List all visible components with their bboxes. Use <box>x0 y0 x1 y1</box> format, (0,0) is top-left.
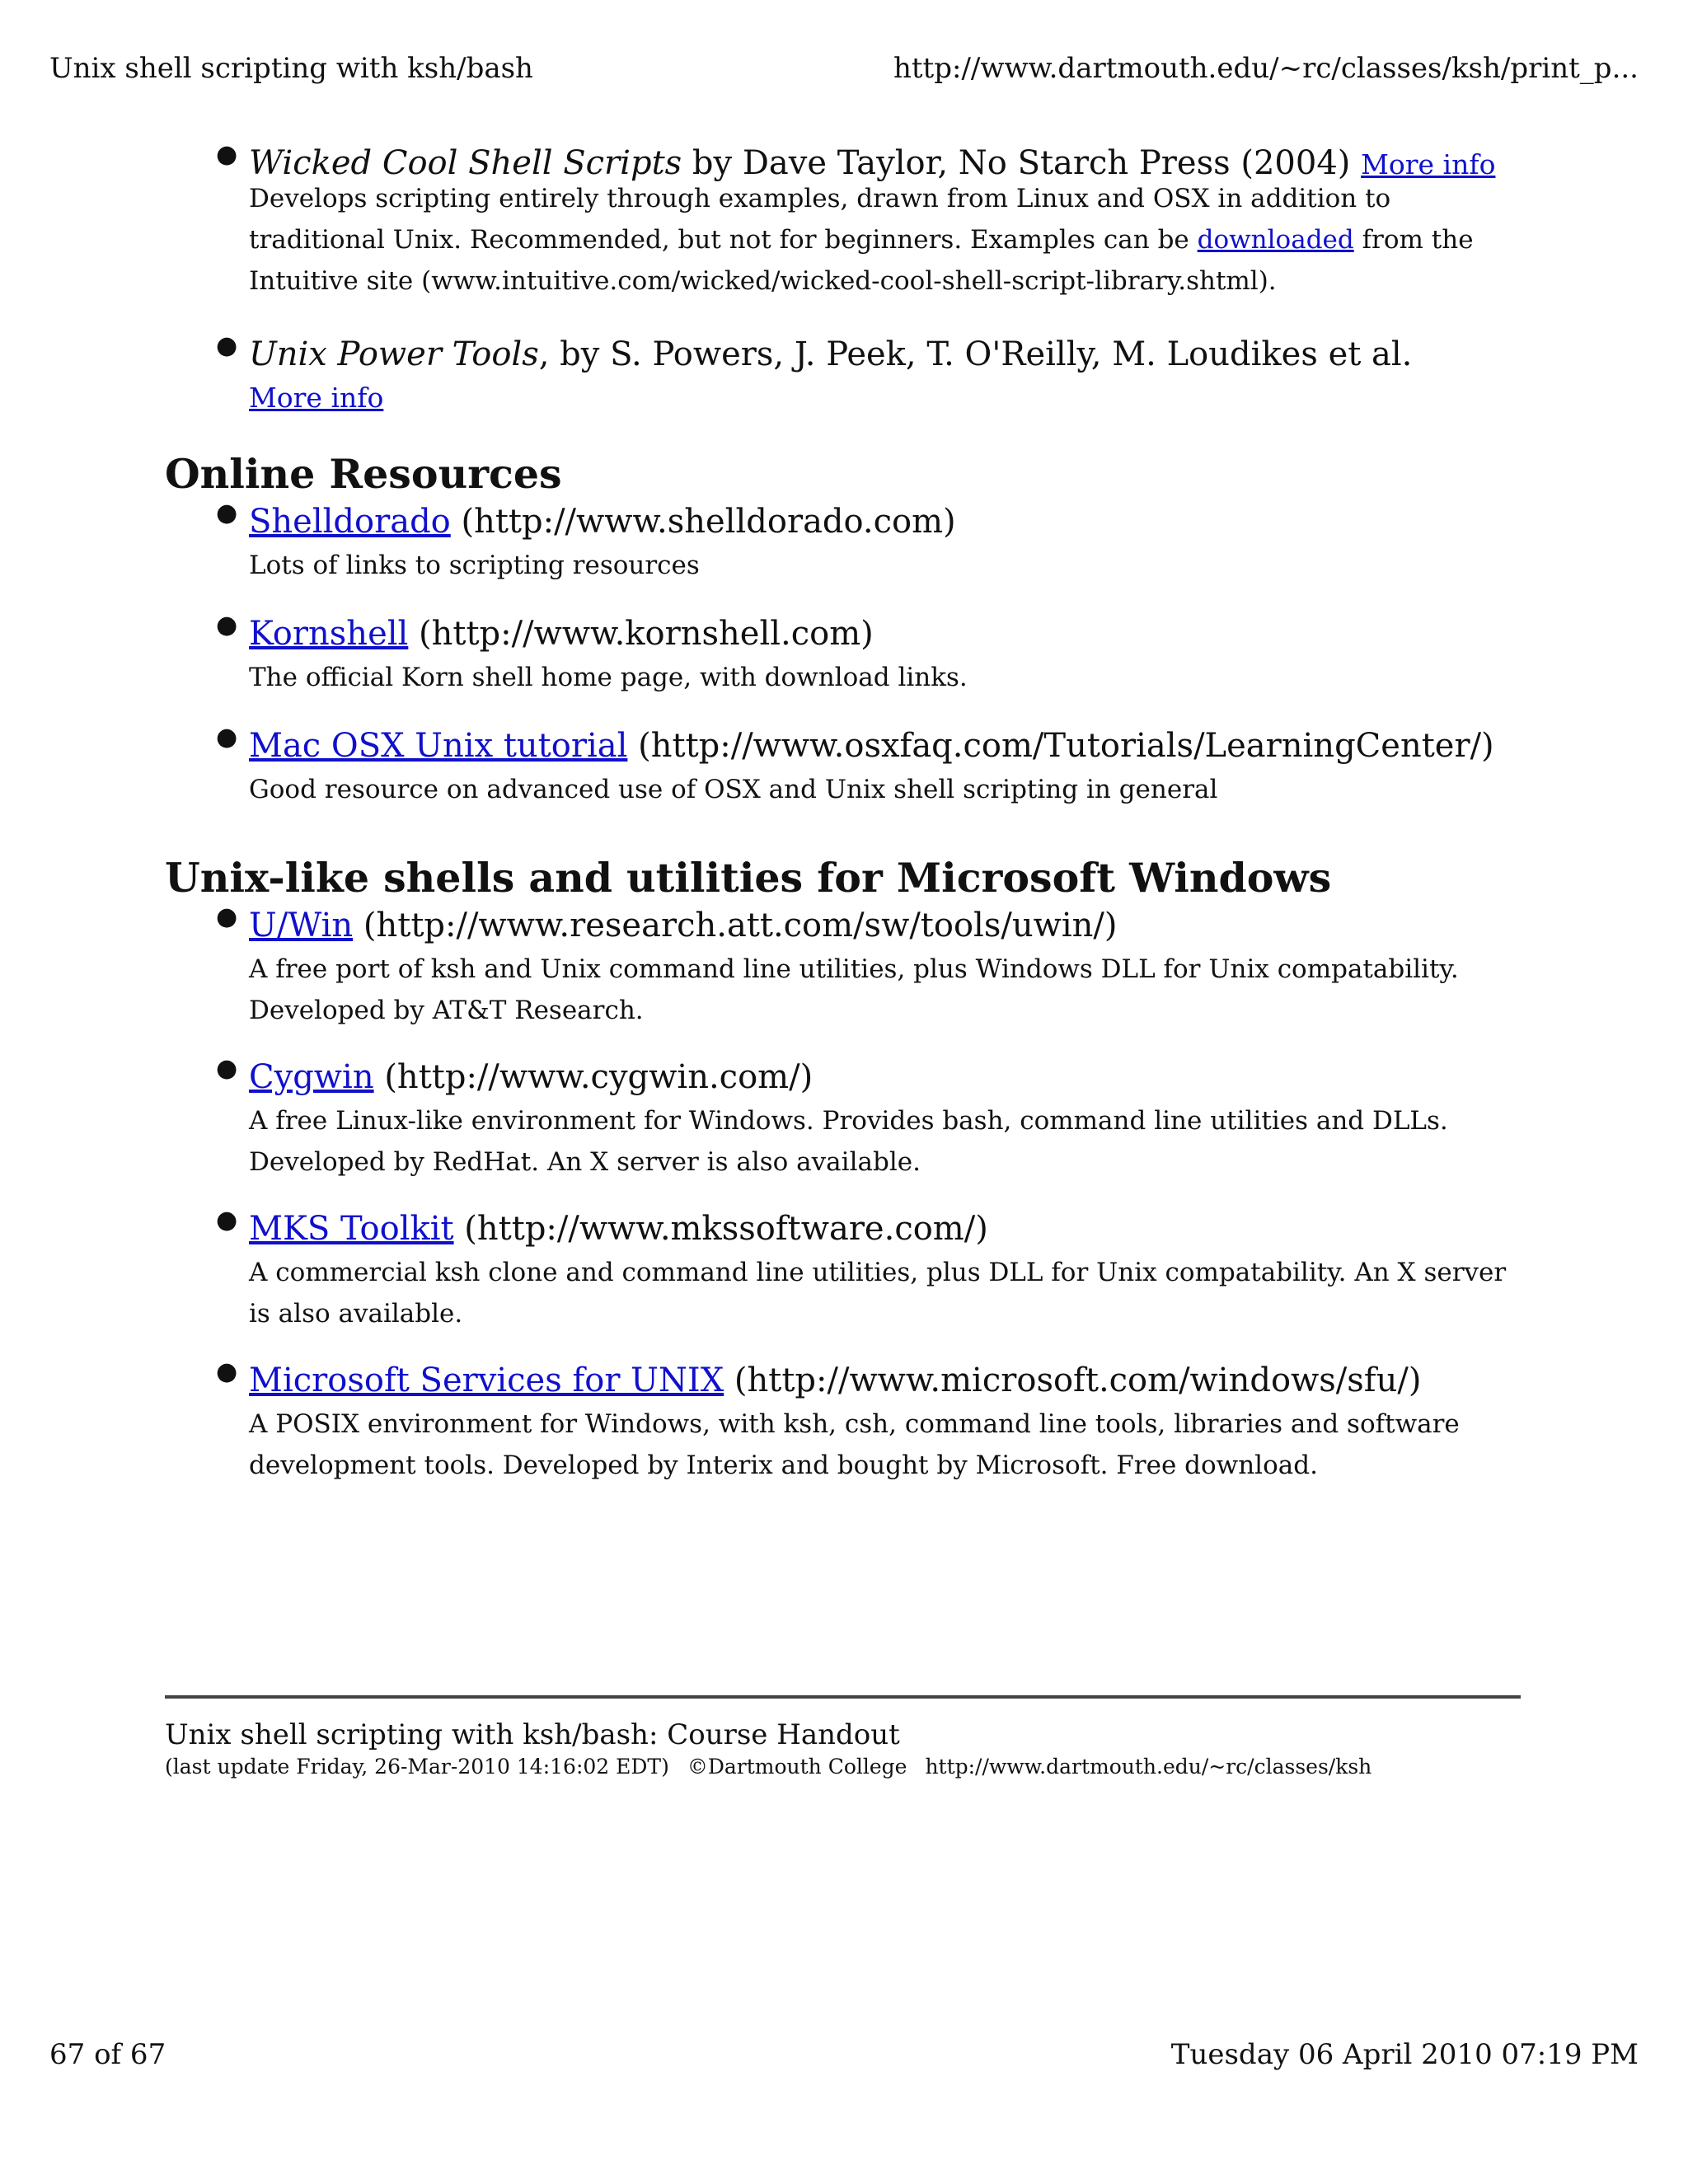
book-byline: , by S. Powers, J. Peek, T. O'Reilly, M. Loudikes et al. <box>538 335 1413 373</box>
resource-entry <box>249 1054 1525 1100</box>
mac-osx-tutorial-link[interactable]: Mac OSX Unix tutorial <box>249 727 628 765</box>
list-item-book-wicked-cool <box>165 140 1525 302</box>
downloaded-link[interactable]: downloaded <box>1197 225 1354 255</box>
bullet-icon: ● <box>216 1206 238 1235</box>
book-list <box>165 140 1525 419</box>
microsoft-sfu-link[interactable]: Microsoft Services for UNIX <box>249 1361 724 1399</box>
mks-toolkit-link[interactable]: MKS Toolkit <box>249 1210 454 1248</box>
section-heading-online-resources: Online Resources <box>165 450 562 498</box>
resource-url: (http://www.cygwin.com/) <box>373 1058 814 1096</box>
book-description-tail: from the Intuitive site (www.intuitive.com/wicked/wicked-cool-shell-script-library.shtml). <box>249 225 1474 296</box>
list-item-cygwin <box>165 1054 1525 1183</box>
resource-url: (http://www.shelldorado.com) <box>450 503 956 541</box>
book-title: Wicked Cool Shell Scripts <box>249 144 682 182</box>
main-content <box>165 140 1525 1486</box>
kornshell-link[interactable]: Kornshell <box>249 615 409 653</box>
list-item-mks-toolkit <box>165 1206 1525 1334</box>
online-resources-list <box>165 499 1525 810</box>
resource-description: A free port of ksh and Unix command line utilities, plus Windows DLL for Unix compatability. Developed by AT&T Research. <box>249 954 1459 1025</box>
bullet-icon: ● <box>216 140 238 169</box>
resource-description: Good resource on advanced use of OSX and Unix shell scripting in general <box>249 775 1218 804</box>
resource-url: (http://www.mkssoftware.com/) <box>453 1210 988 1248</box>
book-description <box>249 178 1525 302</box>
resource-entry <box>249 499 1525 545</box>
resource-url: (http://www.osxfaq.com/Tutorials/LearningCenter/) <box>627 727 1494 765</box>
resource-url: (http://www.microsoft.com/windows/sfu/) <box>724 1361 1422 1399</box>
book-byline: by Dave Taylor, No Starch Press (2004) <box>682 144 1362 182</box>
bullet-icon: ● <box>216 611 238 640</box>
list-item-shelldorado <box>165 499 1525 586</box>
bullet-icon: ● <box>216 1357 238 1386</box>
book-title: Unix Power Tools <box>249 335 539 373</box>
more-info-link[interactable]: More info <box>1361 148 1496 180</box>
uwin-link[interactable]: U/Win <box>249 907 354 944</box>
list-item-microsoft-sfu <box>165 1357 1525 1486</box>
resource-description: A commercial ksh clone and command line utilities, plus DLL for Unix compatability. An X server is also available. <box>249 1258 1507 1329</box>
list-item-mac-osx-tutorial <box>165 723 1525 810</box>
resource-entry <box>249 902 1525 949</box>
book-entry <box>249 331 1525 377</box>
resource-description: A free Linux-like environment for Windows. Provides bash, command line utilities and DLLs. Developed by RedHat. An X server is also available. <box>249 1106 1448 1177</box>
list-item-book-unix-power-tools <box>165 331 1525 419</box>
more-info-link[interactable]: More info <box>249 382 384 414</box>
footer-url: http://www.dartmouth.edu/~rc/classes/ksh <box>925 1755 1372 1779</box>
section-heading-windows-shells: Unix-like shells and utilities for Microsoft Windows <box>165 854 1332 902</box>
resource-description: The official Korn shell home page, with download links. <box>249 663 968 692</box>
resource-description: A POSIX environment for Windows, with ksh, csh, command line tools, libraries and software development tools. Developed by Interix and bought by Microsoft. Free download. <box>249 1409 1460 1480</box>
footer-meta <box>165 1753 1383 1781</box>
windows-shells-list <box>165 902 1525 1486</box>
cygwin-link[interactable]: Cygwin <box>249 1058 374 1096</box>
bullet-icon: ● <box>216 902 238 931</box>
footer-title: Unix shell scripting with ksh/bash: Course Handout <box>165 1718 900 1751</box>
list-item-uwin <box>165 902 1525 1031</box>
resource-entry <box>249 723 1525 769</box>
resource-entry <box>249 1357 1525 1404</box>
resource-url: (http://www.kornshell.com) <box>408 615 874 653</box>
footer-divider <box>165 1695 1521 1699</box>
footer-last-update: (last update Friday, 26-Mar-2010 14:16:02 EDT) <box>165 1755 669 1779</box>
print-date: Tuesday 06 April 2010 07:19 PM <box>1170 2038 1639 2071</box>
shelldorado-link[interactable]: Shelldorado <box>249 503 451 541</box>
book-description-text: Develops scripting entirely through examples, drawn from Linux and OSX in addition to traditional Unix. Recommended, but not for beginners. Examples can be <box>249 184 1391 255</box>
resource-url: (http://www.research.att.com/sw/tools/uwin/) <box>353 907 1118 944</box>
page-number: 67 of 67 <box>49 2038 166 2071</box>
bullet-icon: ● <box>216 1054 238 1083</box>
list-item-kornshell <box>165 611 1525 698</box>
resource-entry <box>249 1206 1525 1252</box>
book-more-info-row <box>249 377 1525 419</box>
bullet-icon: ● <box>216 499 238 527</box>
header-title: Unix shell scripting with ksh/bash <box>49 52 533 85</box>
header-url: http://www.dartmouth.edu/~rc/classes/ksh/print_p... <box>893 52 1639 85</box>
bullet-icon: ● <box>216 723 238 752</box>
resource-description: Lots of links to scripting resources <box>249 551 700 580</box>
resource-entry <box>249 611 1525 657</box>
bullet-icon: ● <box>216 331 238 360</box>
footer-copyright: ©Dartmouth College <box>687 1755 907 1779</box>
